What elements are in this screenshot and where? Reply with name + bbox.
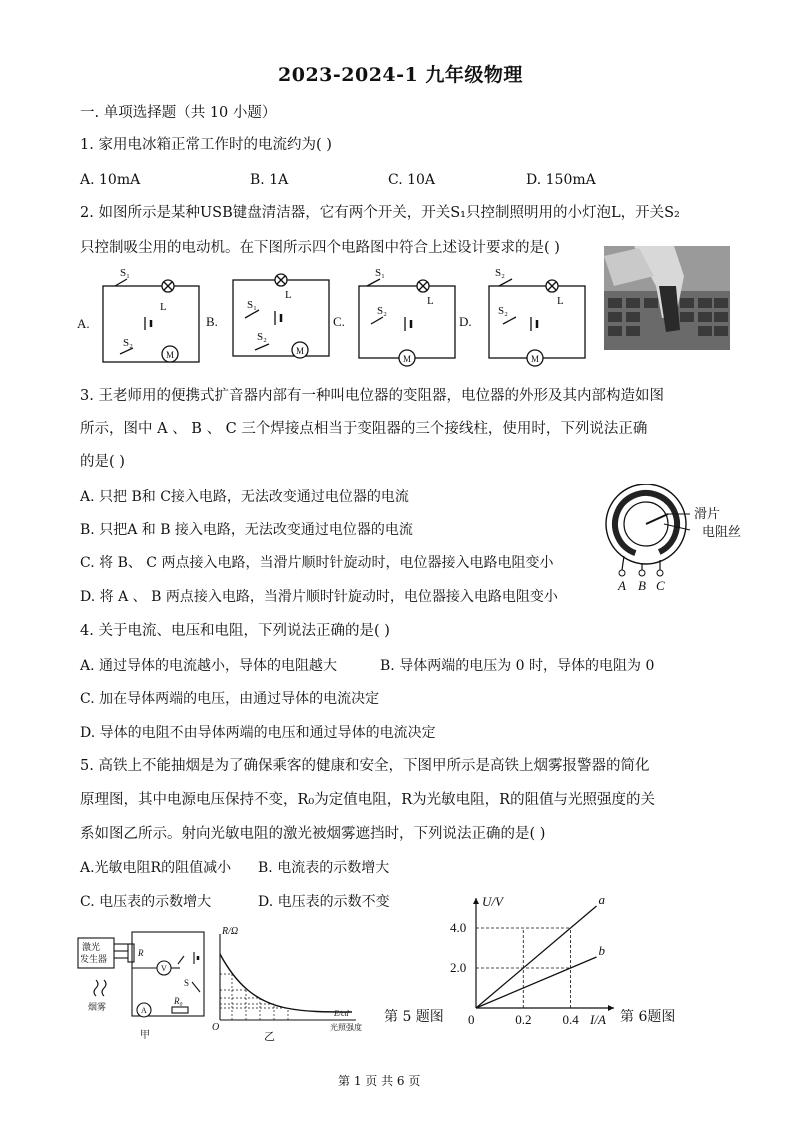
q4-stem: 4. 关于电流、电压和电阻，下列说法正确的是( ): [80, 623, 390, 639]
svg-text:S₁: S₁: [247, 299, 257, 311]
svg-text:S₂: S₂: [377, 305, 387, 317]
y-tick-label-0: 2.0: [450, 960, 467, 975]
series-line-a: [476, 906, 597, 1008]
svg-text:L: L: [160, 301, 167, 313]
svg-text:M: M: [403, 354, 412, 364]
q1-option-c[interactable]: C. 10A: [388, 172, 436, 188]
q3-option-a[interactable]: A. 只把 B和 C接入电路，无法改变通过电位器的电流: [80, 489, 409, 505]
svg-text:L: L: [427, 295, 434, 307]
svg-text:L: L: [285, 289, 292, 301]
page-title: 2023-2024-1 九年级物理: [278, 64, 523, 86]
svg-text:光照强度: 光照强度: [330, 1023, 362, 1032]
svg-text:甲: 甲: [140, 1030, 150, 1041]
svg-text:S₁: S₁: [120, 267, 130, 279]
svg-text:S₂: S₂: [257, 331, 267, 343]
q1-option-a[interactable]: A. 10mA: [80, 172, 141, 188]
q3-option-b[interactable]: B. 只把A 和 B 接入电路，无法改变通过电位器的电流: [80, 522, 413, 538]
circuit-a: [103, 279, 199, 362]
circuit-label-a: A.: [77, 316, 90, 331]
svg-text:M: M: [296, 346, 305, 356]
q3-option-d[interactable]: D. 将 A 、 B 两点接入电路，当滑片顺时针旋动时，电位器接入电路电阻变小: [80, 589, 558, 605]
svg-text:S: S: [184, 978, 190, 988]
svg-text:R: R: [138, 948, 144, 958]
circuit-label-c: C.: [333, 314, 345, 329]
q5-figure-caption: 第 5 题图: [384, 1009, 444, 1025]
svg-text:L: L: [557, 295, 564, 307]
q3-line2: 所示，图中 A 、 B 、 C 三个焊接点相当于变阻器的三个接线柱，使用时，下列说法正确: [80, 421, 648, 437]
q3-line3: 的是( ): [80, 454, 125, 470]
q5-option-c[interactable]: C. 电压表的示数增大: [80, 894, 212, 910]
svg-text:O: O: [212, 1022, 220, 1033]
svg-text:发生器: 发生器: [80, 955, 108, 965]
circuit-c: [359, 279, 455, 366]
q5-line3: 系如图乙所示。射向光敏电阻的激光被烟雾遮挡时，下列说法正确的是( ): [80, 826, 546, 842]
svg-text:S₂: S₂: [498, 305, 508, 317]
q5-line1: 5. 高铁上不能抽烟是为了确保乘客的健康和安全，下图甲所示是高铁上烟雾报警器的简化: [80, 758, 650, 774]
svg-text:M: M: [166, 350, 175, 360]
x-axis-label: I/A: [590, 1012, 606, 1027]
q1-stem: 1. 家用电冰箱正常工作时的电流约为( ): [80, 137, 332, 153]
y-axis-label: U/V: [482, 896, 503, 909]
page-footer: 第 1 页 共 6 页: [338, 1074, 421, 1088]
q2-circuits: [75, 262, 595, 372]
svg-text:V: V: [161, 964, 167, 973]
series-line-b: [476, 957, 597, 1008]
x-tick-label-2: 0.4: [562, 1012, 579, 1027]
svg-text:E/cd: E/cd: [334, 1009, 349, 1018]
svg-text:R/Ω: R/Ω: [222, 926, 239, 937]
svg-text:C: C: [656, 578, 665, 593]
svg-text:A: A: [141, 1006, 147, 1015]
q1-option-b[interactable]: B. 1A: [250, 172, 289, 188]
q4-option-d[interactable]: D. 导体的电阻不由导体两端的电压和通过导体的电流决定: [80, 725, 436, 741]
q4-option-c[interactable]: C. 加在导体两端的电压，由通过导体的电流决定: [80, 691, 380, 707]
q3-option-c[interactable]: C. 将 B、 C 两点接入电路，当滑片顺时针旋动时，电位器接入电路电阻变小: [80, 555, 554, 571]
keyboard-cleaner-photo: [604, 246, 730, 350]
circuit-label-b: B.: [206, 314, 218, 329]
q6-figure-caption: 第 6题图: [620, 1009, 676, 1025]
svg-text:激光: 激光: [82, 943, 101, 953]
q3-line1: 3. 王老师用的便携式扩音器内部有一种叫电位器的变阻器，电位器的外形及其内部构造如图: [80, 388, 664, 404]
svg-text:M: M: [531, 354, 540, 364]
q5-option-a[interactable]: A.光敏电阻R的阻值减小: [80, 860, 232, 876]
potentiometer-figure: [598, 484, 778, 594]
svg-text:B: B: [638, 578, 646, 593]
svg-text:A: A: [618, 578, 626, 593]
circuit-d: [489, 279, 585, 366]
q4-option-b[interactable]: B. 导体两端的电压为 0 时，导体的电阻为 0: [380, 658, 655, 674]
circuit-b: [233, 274, 329, 358]
label-resistance-wire: 电阻丝: [702, 525, 742, 540]
section-heading: 一. 单项选择题（共 10 小题）: [80, 105, 277, 121]
svg-text:S₂: S₂: [123, 337, 133, 349]
svg-text:乙: 乙: [264, 1030, 275, 1043]
series-label-a: a: [598, 896, 606, 907]
y-axis-arrow: [473, 898, 479, 904]
q5-option-b[interactable]: B. 电流表的示数增大: [258, 860, 390, 876]
x-tick-label-1: 0.2: [515, 1012, 532, 1027]
series-label-b: b: [598, 943, 606, 958]
label-slider: 滑片: [694, 507, 721, 522]
y-tick-label-1: 4.0: [450, 920, 467, 935]
q4-option-a[interactable]: A. 通过导体的电流越小，导体的电阻越大: [80, 658, 338, 674]
q6-ui-graph: [446, 896, 626, 1028]
x-tick-label-0: 0: [468, 1012, 475, 1027]
svg-text:R₀: R₀: [174, 996, 183, 1006]
q5-option-d[interactable]: D. 电压表的示数不变: [258, 894, 390, 910]
q5-line2: 原理图，其中电源电压保持不变，R₀为定值电阻，R为光敏电阻，R的阻值与光照强度的关: [80, 792, 656, 808]
q2-line1: 2. 如图所示是某种USB键盘清洁器，它有两个开关，开关S₁只控制照明用的小灯泡L，开关S₂: [80, 205, 680, 221]
circuit-label-d: D.: [459, 314, 472, 329]
svg-text:S₁: S₁: [375, 267, 385, 279]
q2-line2: 只控制吸尘用的电动机。在下图所示四个电路图中符合上述设计要求的是( ): [80, 240, 560, 256]
q1-option-d[interactable]: D. 150mA: [526, 172, 596, 188]
x-axis-arrow: [608, 1005, 614, 1011]
svg-text:S₂: S₂: [495, 267, 505, 279]
svg-text:烟雾: 烟雾: [88, 1003, 107, 1013]
resistance-light-graph: [206, 924, 366, 1044]
smoke-alarm-circuit: [76, 924, 216, 1044]
